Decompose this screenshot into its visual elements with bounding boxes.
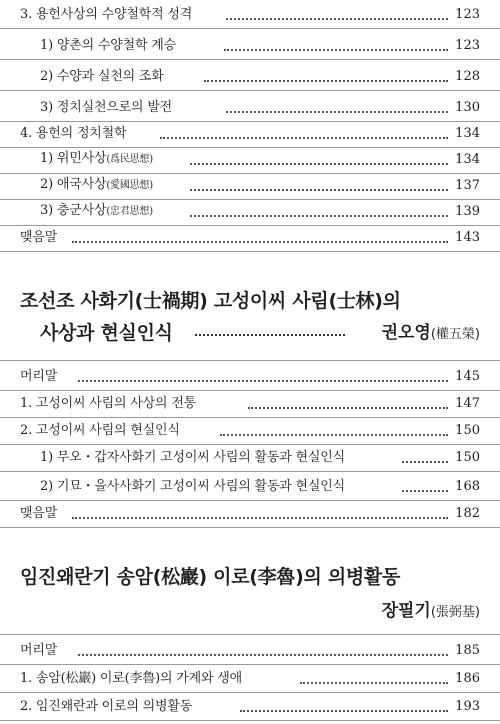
dot-leader: [226, 111, 448, 113]
entry-title: 3. 용헌사상의 수양철학적 성격: [20, 7, 193, 22]
toc-entry[interactable]: [0, 692, 500, 721]
toc-entry[interactable]: [0, 93, 500, 122]
entry-title: 2. 임진왜란과 이로의 의병활동: [20, 699, 193, 714]
entry-page: 145: [455, 369, 480, 384]
entry-title-hangul: 2) 애국사상: [40, 177, 107, 192]
entry-title: 맺음말: [20, 506, 58, 521]
entry-page: 139: [455, 204, 480, 219]
dot-leader: [402, 490, 448, 492]
chapter-title-text: 사상과 현실인식: [40, 322, 173, 344]
divider: [0, 634, 500, 635]
author-name: 권오영: [381, 323, 431, 343]
toc-entry[interactable]: [0, 171, 500, 200]
chapter-title-text: 임진왜란기 송암(松巖) 이로(李魯)의 의병활동: [20, 566, 401, 588]
author-hanja: (權五榮): [430, 327, 480, 342]
toc-entry[interactable]: [0, 362, 500, 391]
entry-title: 2. 고성이씨 사림의 현실인식: [20, 423, 180, 438]
toc-entry[interactable]: [0, 145, 500, 174]
entry-page: 168: [455, 479, 480, 494]
toc-entry[interactable]: [0, 443, 500, 472]
entry-page: 150: [455, 450, 480, 465]
entry-page: 134: [455, 126, 480, 141]
entry-title: 1. 송암(松巖) 이로(李魯)의 가계와 생애: [20, 671, 242, 686]
entry-title: [40, 177, 153, 194]
toc-entry[interactable]: [0, 472, 500, 501]
entry-title: [40, 203, 153, 220]
divider: [0, 360, 500, 361]
dot-leader: [248, 407, 448, 409]
dot-leader: [190, 189, 448, 191]
entry-page: 130: [455, 100, 480, 115]
toc-entry[interactable]: [0, 119, 500, 148]
entry-page: 137: [455, 178, 480, 193]
entry-title: 2) 기묘・을사사화기 고성이씨 사림의 활동과 현실인식: [40, 479, 345, 494]
toc-entry[interactable]: [0, 499, 500, 528]
entry-title-hangul: 1) 위민사상: [40, 151, 107, 166]
entry-title: 4. 용헌의 정치철학: [20, 126, 127, 141]
entry-title: [40, 151, 153, 168]
entry-title-hanja: (愛國思想): [106, 180, 153, 191]
toc-entry[interactable]: [0, 389, 500, 418]
entry-title-hanja: (忠君思想): [106, 206, 153, 217]
entry-page: 143: [455, 230, 480, 245]
entry-title: 맺음말: [20, 230, 58, 245]
dot-leader: [204, 80, 448, 82]
dot-leader: [72, 241, 448, 243]
toc-entry[interactable]: [0, 416, 500, 445]
entry-title: 3) 정치실천으로의 발전: [40, 100, 173, 115]
author-hanja: (張弼基): [430, 605, 480, 620]
chapter-author: [382, 596, 480, 621]
toc-entry[interactable]: [0, 664, 500, 693]
chapter-title[interactable]: [20, 286, 401, 313]
entry-page: 134: [455, 152, 480, 167]
entry-page: 147: [455, 396, 480, 411]
entry-page: 182: [455, 506, 480, 521]
entry-title: 1) 양촌의 수양철학 계승: [40, 38, 176, 53]
entry-page: 123: [455, 38, 480, 53]
chapter-title-line2[interactable]: [40, 318, 173, 345]
title-dot-leader: [195, 334, 345, 336]
entry-title: 1. 고성이씨 사림의 사상의 전통: [20, 396, 197, 411]
dot-leader: [78, 380, 448, 382]
chapter-title[interactable]: [20, 562, 400, 589]
chapter-author: [382, 318, 480, 343]
entry-page: 193: [455, 699, 480, 714]
toc-entry[interactable]: [0, 0, 500, 29]
toc-entry[interactable]: [0, 62, 500, 91]
entry-page: 123: [455, 7, 480, 22]
dot-leader: [300, 682, 448, 684]
toc-entry[interactable]: [0, 636, 500, 665]
chapter-title-text: 조선조 사화기(士禍期) 고성이씨 사림(士林)의: [20, 290, 401, 312]
dot-leader: [240, 710, 448, 712]
entry-title: 머리말: [20, 369, 58, 384]
entry-page: 185: [455, 643, 480, 658]
entry-title: 1) 무오・갑자사화기 고성이씨 사림의 활동과 현실인식: [40, 450, 345, 465]
entry-page: 150: [455, 423, 480, 438]
dot-leader: [72, 517, 448, 519]
dot-leader: [226, 18, 448, 20]
dot-leader: [190, 163, 448, 165]
entry-title-hangul: 3) 충군사상: [40, 203, 107, 218]
dot-leader: [402, 461, 448, 463]
dot-leader: [160, 137, 448, 139]
dot-leader: [224, 49, 448, 51]
toc-entry[interactable]: [0, 197, 500, 226]
dot-leader: [78, 654, 448, 656]
entry-title: 2) 수양과 실천의 조화: [40, 69, 164, 84]
entry-page: 186: [455, 671, 480, 686]
toc-entry[interactable]: [0, 31, 500, 60]
dot-leader: [190, 215, 448, 217]
dot-leader: [220, 434, 448, 436]
entry-page: 128: [455, 69, 480, 84]
entry-title: 머리말: [20, 643, 58, 658]
entry-title-hanja: (爲民思想): [106, 154, 153, 165]
toc-entry[interactable]: [0, 223, 500, 252]
author-name: 장필기: [381, 601, 431, 621]
